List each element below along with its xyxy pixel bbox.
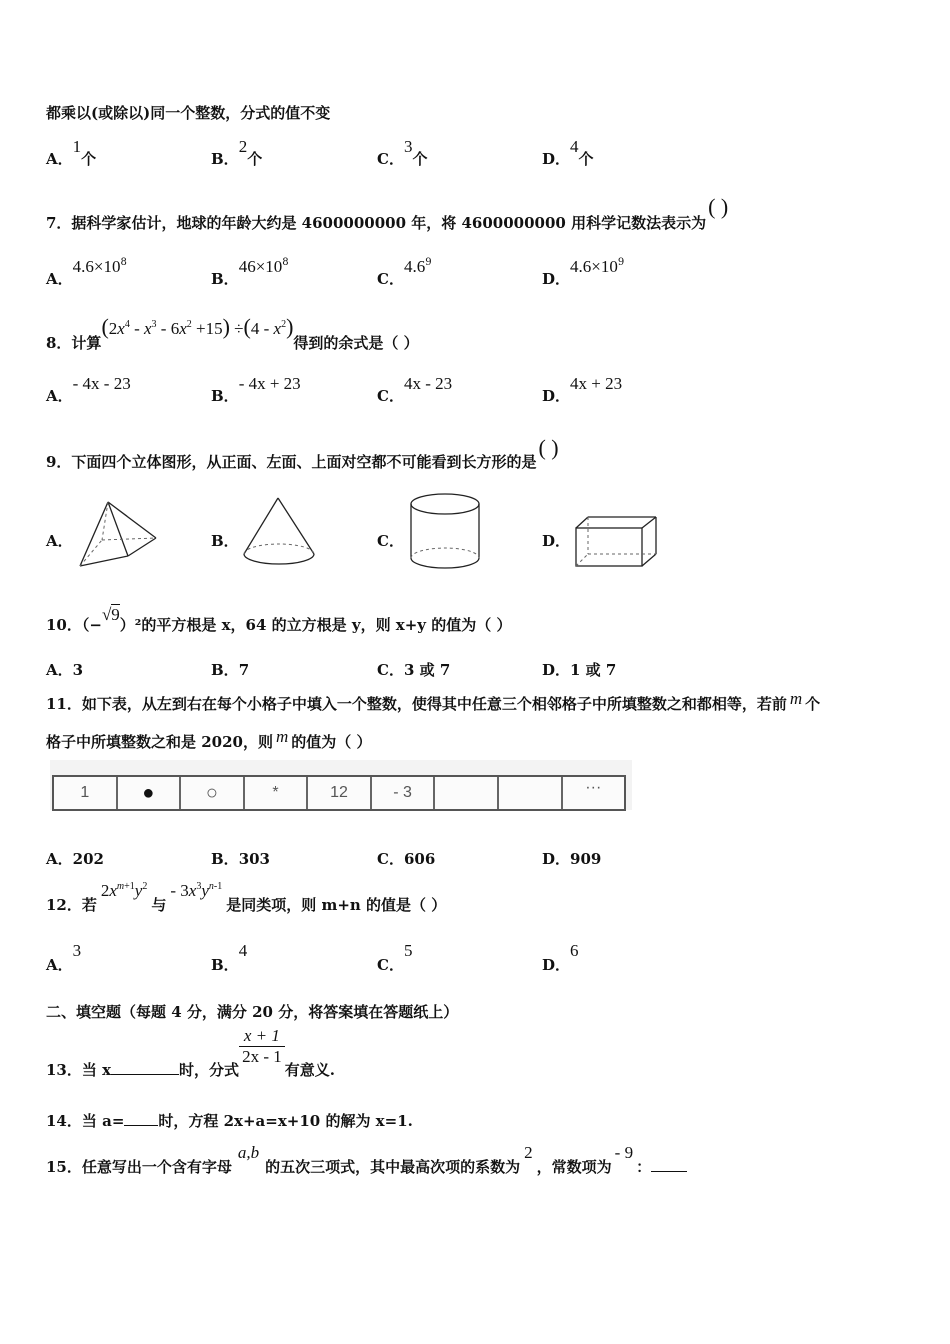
q12-term-2: - $3x^3y^{n-1}$: [170, 881, 223, 900]
q11-option-b: B．303: [211, 850, 270, 868]
q7-option-a: A．$4.6\times 10^8$: [46, 257, 127, 288]
q8-option-a: A．- 4x - 23: [46, 374, 131, 405]
q9-option-d-label: D．: [542, 532, 571, 550]
q9-stem: 9．下面四个立体图形，从正面、左面、上面对空都不可能看到长方形的是( ): [46, 435, 559, 471]
q8-option-c: C．4x - 23: [377, 374, 453, 405]
q10-option-a: A．3: [46, 661, 84, 679]
cylinder-figure: [406, 492, 486, 572]
sqrt-nine: √9: [101, 605, 120, 624]
q13-answer-blank[interactable]: [111, 1074, 179, 1075]
q6-option-b: B．2个: [211, 137, 263, 168]
q8-expression: $(2x^4 - x^3 - 6x^2 +15) \div(4 - x^2)$: [101, 314, 294, 339]
table-cell: ···: [585, 779, 602, 796]
table-cell: 12: [308, 777, 372, 809]
q10-option-d: D．1 或 7: [542, 661, 617, 679]
table-cell: ○: [181, 777, 245, 809]
q11-option-d: D．909: [542, 850, 602, 868]
q12-option-c: C．5: [377, 941, 413, 974]
q6-option-d: D．4个: [542, 137, 594, 168]
q11-option-a: A．202: [46, 850, 104, 868]
q10-option-b: B．7: [211, 661, 250, 679]
q6-option-c: C．3个: [377, 137, 428, 168]
q11-number-table: [52, 775, 626, 811]
table-cell: [435, 777, 499, 809]
pyramid-figure: [78, 496, 160, 572]
q8-option-b: B．- 4x + 23: [211, 374, 301, 405]
q15-stem: 15．任意写出一个含有字母a,b的五次三项式，其中最高次项的系数为2，常数项为- 9：: [46, 1142, 687, 1163]
q11-stem-line2: 格子中所填整数之和是 2020，则 m 的值为（ ）: [46, 727, 372, 751]
q14-answer-blank[interactable]: [124, 1125, 158, 1126]
q12-stem: 12．若$2x^{m+1}y^2$与- $3x^3y^{n-1}$是同类项，则 m+n 的值是（ ）: [46, 881, 447, 914]
q9-option-c-label: C．: [377, 532, 404, 550]
cuboid-figure: [574, 514, 660, 570]
section-heading-fill-in: 二、填空题（每题 4 分，满分 20 分，将答案填在答题纸上）: [46, 1003, 459, 1021]
q12-option-a: A．3: [46, 941, 82, 974]
q9-option-a-label: A．: [46, 532, 73, 550]
q8-stem: 8．计算$(2x^4 - x^3 - 6x^2 +15) \div(4 - x^2)$得到的余式是（ ）: [46, 314, 419, 352]
q10-stem: 10．（−√9）²的平方根是 x，64 的立方根是 y，则 x+y 的值为（ ）: [46, 605, 512, 634]
q7-stem: 7．据科学家估计，地球的年龄大约是 4600000000 年，将 4600000000 用科学记数法表示为( ): [46, 194, 729, 232]
q12-term-1: $2x^{m+1}y^2$: [100, 881, 148, 900]
intro-line: 都乘以(或除以)同一个整数，分式的值不变: [46, 104, 331, 122]
q13-stem: 13．当 x 时，分式 $\frac{x + 1}{2x - 1}$ 有意义.: [46, 1026, 335, 1079]
q6-option-a: A．1个: [46, 137, 97, 168]
q13-fraction: $\frac{x + 1}{2x - 1}$: [239, 1026, 285, 1067]
q10-option-c: C．3 或 7: [377, 661, 451, 679]
table-cell: ●: [118, 777, 182, 809]
q12-option-d: D．6: [542, 941, 579, 974]
q12-option-b: B．4: [211, 941, 248, 974]
q15-answer-blank[interactable]: [651, 1171, 687, 1172]
q8-option-d: D．4x + 23: [542, 374, 623, 405]
q7-option-c: C．$4.6^9$: [377, 257, 432, 288]
table-cell: [499, 777, 563, 809]
q9-option-b-label: B．: [211, 532, 239, 550]
q7-option-b: B．$46\times 10^8$: [211, 257, 289, 288]
q7-option-d: D．$4.6\times 10^9$: [542, 257, 625, 288]
table-cell: - 3: [372, 777, 436, 809]
table-cell: *: [245, 777, 309, 809]
cone-figure: [240, 494, 320, 570]
q11-option-c: C．606: [377, 850, 436, 868]
table-cell: 1: [54, 777, 118, 809]
q14-stem: 14．当 a= 时，方程 2x+a=x+10 的解为 x=1.: [46, 1112, 413, 1130]
q11-stem-line1: 11．如下表，从左到右在每个小格子中填入一个整数，使得其中任意三个相邻格子中所填整数之和都相等，若前 m 个: [46, 689, 821, 713]
